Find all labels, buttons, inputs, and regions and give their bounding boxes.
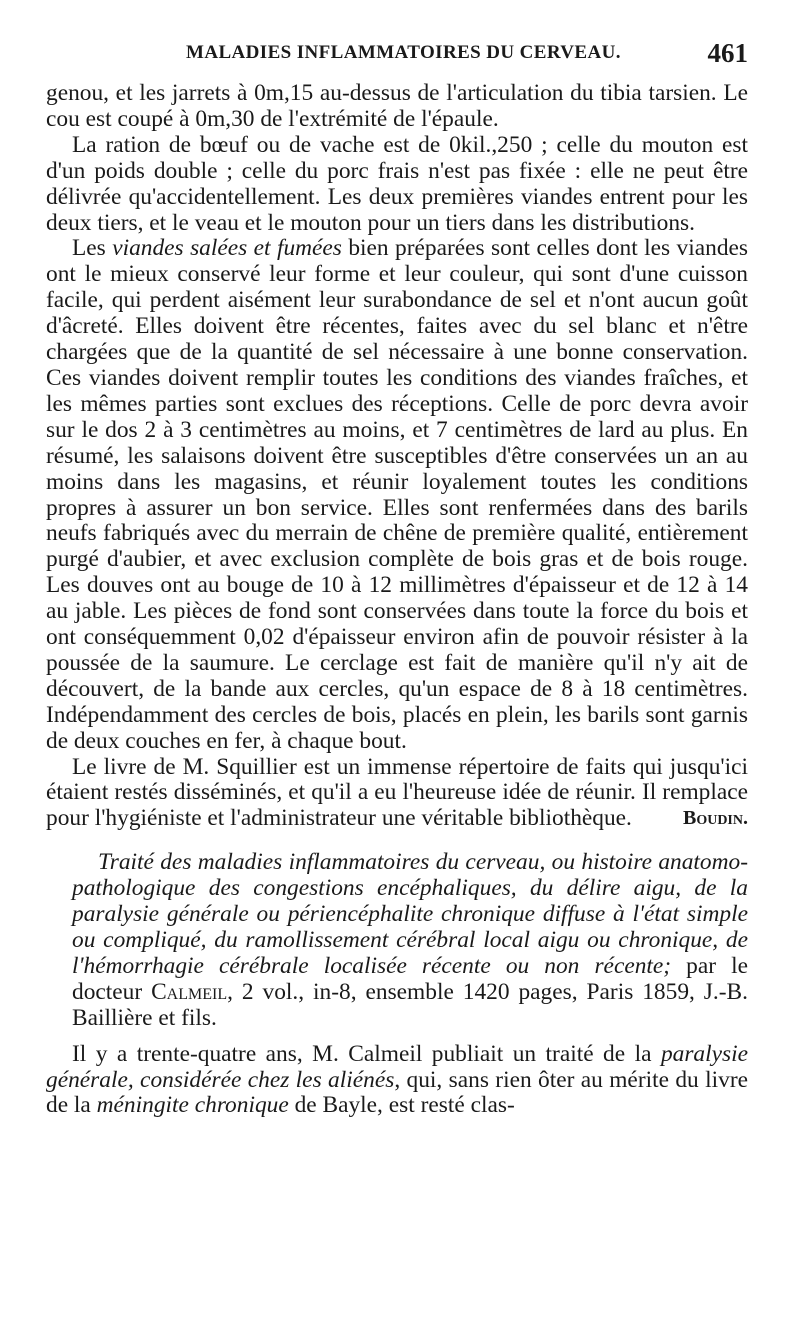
p3-italic-phrase: viandes salées et fumées bbox=[112, 235, 342, 262]
page-header bbox=[46, 38, 748, 78]
last-e: de Bayle, est resté clas- bbox=[288, 1092, 515, 1119]
last-d-italic: méningite chronique bbox=[96, 1092, 289, 1119]
section-gap bbox=[46, 832, 748, 850]
running-head: MALADIES INFLAMMATOIRES DU CERVEAU. bbox=[186, 42, 621, 63]
review-citation bbox=[46, 850, 748, 1031]
page-number: 461 bbox=[707, 38, 748, 68]
paragraph-4 bbox=[46, 755, 748, 833]
paragraph-2: La ration de bœuf ou de vache est de 0kil.,250 ; celle du mouton est d'un poids double ; celle du porc frais n'est pas fixée : elle ne peut être délivrée qu'accidentellement. Les deux premières viandes entrent pour les deux tiers, et le veau et le mouton pour un tiers dans les distributions. bbox=[46, 131, 748, 236]
last-c: , qui, sans rien ôter au mérite du livre de la bbox=[46, 1066, 748, 1119]
signature: Boudin. bbox=[682, 807, 748, 830]
body-text bbox=[46, 81, 748, 1119]
p3-rest: bien préparées sont celles dont les viandes ont le mieux conservé leur forme et leur couleur, qui sont d'une cuisson facile, qui perdent aisément leur surabondance de sel et n'ont aucun goût d'âcreté. Elles doivent être récentes, faites avec du sel blanc et n'être chargées que de la quantité de sel nécessaire à une bonne conservation. Ces viandes doivent remplir toutes les conditions des viandes fraîches, et les mêmes parties sont exclues des réceptions. Celle de porc devra avoir sur le dos 2 à 3 centimètres au moins, et 7 centimètres de lard au plus. En résumé, les salaisons doivent être susceptibles d'être conservées un an au moins dans les magasins, et réunir loyalement toutes les conditions propres à assurer un bon service. Elles sont renfermées dans des barils neufs fabriqués avec du merrain de chêne de première qualité, entièrement purgé d'aubier, et avec exclusion complète de bois gras et de bois rouge. Les douves ont au bouge de 10 à 12 millimètres d'épaisseur et de 12 à 14 au jable. Les pièces de fond sont conservées dans toute la force du bois et ont conséquemment 0,02 d'épaisseur environ afin de pouvoir résister à la poussée de la saumure. Le cerclage est fait de manière qu'il n'y ait de découvert, de la bande aux cercles, qu'un espace de 8 à 18 centimètres. Indépendamment des cercles de bois, placés en plein, les barils sont garnis de deux couches en fer, à chaque bout. bbox=[46, 235, 748, 754]
review-by: par le docteur bbox=[72, 952, 748, 1005]
last-b-italic: paralysie générale, considérée chez les aliénés bbox=[46, 1040, 748, 1093]
last-a: Il y a trente-quatre ans, M. Calmeil publiait un traité de la bbox=[72, 1040, 661, 1067]
p4-text: Le livre de M. Squillier est un immense répertoire de faits qui jusqu'ici étaient restés disséminés, et qu'il a eu l'heureuse idée de réunir. Il remplace pour l'hygiéniste et l'administrateur une véritable bibliothèque. bbox=[46, 753, 748, 832]
review-details: , 2 vol., in-8, ensemble 1420 pages, Paris 1859, J.-B. Baillière et fils. bbox=[72, 978, 748, 1031]
review-title: Traité des maladies inflammatoires du cerveau, ou histoire anatomo-pathologique des congestions encéphaliques, du délire aigu, de la paralysie générale ou périencéphalite chronique diffuse à l'état simple ou compliqué, du ramollissement cérébral local aigu ou chronique, de l'hémorrhagie cérébrale localisée récente ou non récente; bbox=[72, 849, 748, 979]
paragraph-1: genou, et les jarrets à 0m,15 au-dessus de l'articulation du tibia tarsien. Le cou est coupé à 0m,30 de l'extrémité de l'épaule. bbox=[46, 80, 748, 132]
paragraph-3 bbox=[46, 236, 748, 754]
p3-lead: Les bbox=[72, 235, 113, 262]
review-author: Calmeil bbox=[151, 978, 228, 1005]
paragraph-last bbox=[46, 1042, 748, 1120]
